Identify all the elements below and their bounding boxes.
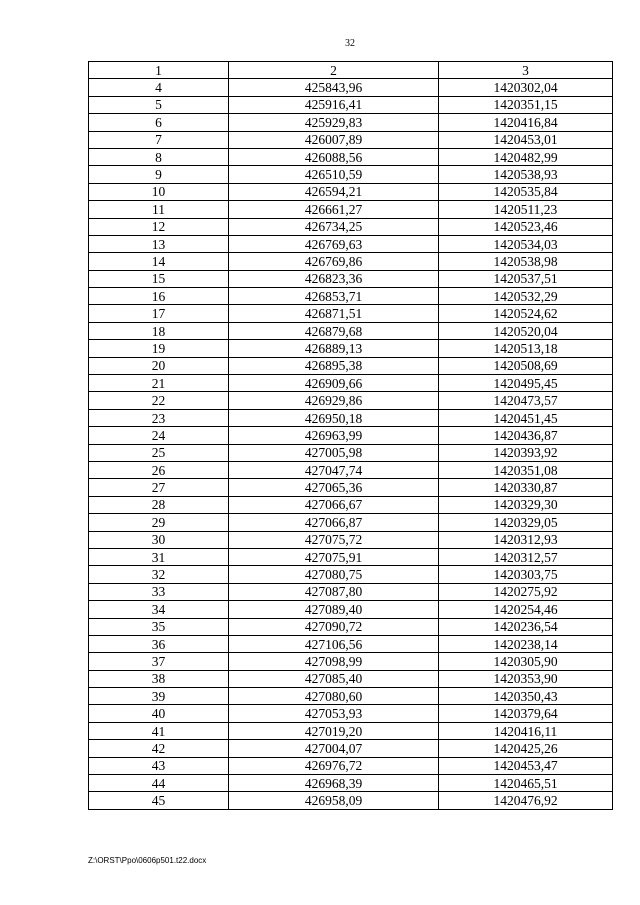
point-number-cell: 21: [89, 375, 229, 392]
x-coordinate-cell: 427080,60: [229, 688, 439, 705]
table-row: [89, 548, 613, 565]
y-coordinate-cell: 1420453,47: [439, 757, 613, 774]
table-row: [89, 705, 613, 722]
point-number-cell: 9: [89, 166, 229, 183]
point-number-cell: 17: [89, 305, 229, 322]
y-coordinate-cell: 1420393,92: [439, 444, 613, 461]
y-coordinate-cell: 1420524,62: [439, 305, 613, 322]
x-coordinate-cell: 425843,96: [229, 79, 439, 96]
point-number-cell: 42: [89, 740, 229, 757]
y-coordinate-cell: 1420312,57: [439, 548, 613, 565]
y-coordinate-cell: 1420495,45: [439, 375, 613, 392]
x-coordinate-cell: 425929,83: [229, 114, 439, 131]
point-number-cell: 30: [89, 531, 229, 548]
point-number-cell: 16: [89, 288, 229, 305]
x-coordinate-cell: 427075,72: [229, 531, 439, 548]
y-coordinate-cell: 1420453,01: [439, 131, 613, 148]
table-row: [89, 531, 613, 548]
point-number-cell: 34: [89, 601, 229, 618]
table-row: [89, 427, 613, 444]
point-number-cell: 24: [89, 427, 229, 444]
y-coordinate-cell: 1420523,46: [439, 218, 613, 235]
x-coordinate-cell: 426661,27: [229, 201, 439, 218]
y-coordinate-cell: 1420465,51: [439, 775, 613, 792]
x-coordinate-cell: 427098,99: [229, 653, 439, 670]
table-row: [89, 757, 613, 774]
x-coordinate-cell: 426594,21: [229, 183, 439, 200]
x-coordinate-cell: 426889,13: [229, 340, 439, 357]
point-number-cell: 39: [89, 688, 229, 705]
y-coordinate-cell: 1420254,46: [439, 601, 613, 618]
point-number-cell: 29: [89, 514, 229, 531]
x-coordinate-cell: 427005,98: [229, 444, 439, 461]
point-number-cell: 10: [89, 183, 229, 200]
table-row: [89, 601, 613, 618]
table-body: [89, 62, 613, 810]
point-number-cell: 45: [89, 792, 229, 809]
table-row: [89, 375, 613, 392]
point-number-cell: 26: [89, 461, 229, 478]
table-row: [89, 322, 613, 339]
table-row: [89, 688, 613, 705]
column-header-1: 1: [89, 62, 229, 79]
y-coordinate-cell: 1420312,93: [439, 531, 613, 548]
table-row: [89, 409, 613, 426]
x-coordinate-cell: 426823,36: [229, 270, 439, 287]
point-number-cell: 33: [89, 583, 229, 600]
x-coordinate-cell: 426963,99: [229, 427, 439, 444]
point-number-cell: 25: [89, 444, 229, 461]
point-number-cell: 41: [89, 722, 229, 739]
y-coordinate-cell: 1420482,99: [439, 148, 613, 165]
table-row: [89, 166, 613, 183]
table-row: [89, 288, 613, 305]
y-coordinate-cell: 1420236,54: [439, 618, 613, 635]
y-coordinate-cell: 1420535,84: [439, 183, 613, 200]
x-coordinate-cell: 426769,63: [229, 235, 439, 252]
x-coordinate-cell: 427080,75: [229, 566, 439, 583]
table-row: [89, 201, 613, 218]
point-number-cell: 35: [89, 618, 229, 635]
x-coordinate-cell: 427053,93: [229, 705, 439, 722]
point-number-cell: 36: [89, 635, 229, 652]
x-coordinate-cell: 426968,39: [229, 775, 439, 792]
table-row: [89, 670, 613, 687]
y-coordinate-cell: 1420305,90: [439, 653, 613, 670]
y-coordinate-cell: 1420436,87: [439, 427, 613, 444]
point-number-cell: 8: [89, 148, 229, 165]
table-row: [89, 183, 613, 200]
y-coordinate-cell: 1420513,18: [439, 340, 613, 357]
table-row: [89, 461, 613, 478]
y-coordinate-cell: 1420520,04: [439, 322, 613, 339]
x-coordinate-cell: 427065,36: [229, 479, 439, 496]
y-coordinate-cell: 1420473,57: [439, 392, 613, 409]
coordinates-table: [88, 61, 613, 810]
x-coordinate-cell: 427085,40: [229, 670, 439, 687]
table-row: [89, 618, 613, 635]
x-coordinate-cell: 426958,09: [229, 792, 439, 809]
page-number: 32: [345, 38, 355, 49]
x-coordinate-cell: 426007,89: [229, 131, 439, 148]
table-row: [89, 566, 613, 583]
point-number-cell: 5: [89, 96, 229, 113]
y-coordinate-cell: 1420351,08: [439, 461, 613, 478]
point-number-cell: 15: [89, 270, 229, 287]
x-coordinate-cell: 426976,72: [229, 757, 439, 774]
x-coordinate-cell: 426088,56: [229, 148, 439, 165]
y-coordinate-cell: 1420302,04: [439, 79, 613, 96]
y-coordinate-cell: 1420425,26: [439, 740, 613, 757]
y-coordinate-cell: 1420275,92: [439, 583, 613, 600]
table-row: [89, 444, 613, 461]
x-coordinate-cell: 427089,40: [229, 601, 439, 618]
point-number-cell: 31: [89, 548, 229, 565]
table-row: [89, 114, 613, 131]
x-coordinate-cell: 426871,51: [229, 305, 439, 322]
point-number-cell: 27: [89, 479, 229, 496]
table-header-row: [89, 62, 613, 79]
x-coordinate-cell: 426769,86: [229, 253, 439, 270]
table-row: [89, 96, 613, 113]
point-number-cell: 12: [89, 218, 229, 235]
x-coordinate-cell: 427019,20: [229, 722, 439, 739]
y-coordinate-cell: 1420353,90: [439, 670, 613, 687]
table-row: [89, 792, 613, 809]
table-row: [89, 583, 613, 600]
table-row: [89, 235, 613, 252]
point-number-cell: 43: [89, 757, 229, 774]
point-number-cell: 19: [89, 340, 229, 357]
table-row: [89, 357, 613, 374]
y-coordinate-cell: 1420330,87: [439, 479, 613, 496]
point-number-cell: 32: [89, 566, 229, 583]
x-coordinate-cell: 427047,74: [229, 461, 439, 478]
y-coordinate-cell: 1420532,29: [439, 288, 613, 305]
x-coordinate-cell: 427087,80: [229, 583, 439, 600]
x-coordinate-cell: 427090,72: [229, 618, 439, 635]
y-coordinate-cell: 1420238,14: [439, 635, 613, 652]
table-row: [89, 148, 613, 165]
point-number-cell: 13: [89, 235, 229, 252]
table-row: [89, 496, 613, 513]
x-coordinate-cell: 426853,71: [229, 288, 439, 305]
table-row: [89, 392, 613, 409]
x-coordinate-cell: 426510,59: [229, 166, 439, 183]
x-coordinate-cell: 425916,41: [229, 96, 439, 113]
y-coordinate-cell: 1420476,92: [439, 792, 613, 809]
y-coordinate-cell: 1420350,43: [439, 688, 613, 705]
table-row: [89, 340, 613, 357]
point-number-cell: 44: [89, 775, 229, 792]
y-coordinate-cell: 1420329,05: [439, 514, 613, 531]
point-number-cell: 20: [89, 357, 229, 374]
x-coordinate-cell: 426929,86: [229, 392, 439, 409]
y-coordinate-cell: 1420451,45: [439, 409, 613, 426]
x-coordinate-cell: 426909,66: [229, 375, 439, 392]
table-row: [89, 270, 613, 287]
y-coordinate-cell: 1420538,93: [439, 166, 613, 183]
table-row: [89, 79, 613, 96]
x-coordinate-cell: 426734,25: [229, 218, 439, 235]
y-coordinate-cell: 1420537,51: [439, 270, 613, 287]
x-coordinate-cell: 427066,67: [229, 496, 439, 513]
footer-file-path: Z:\ORST\Ppo\0606p501.t22.docx: [88, 856, 207, 865]
point-number-cell: 23: [89, 409, 229, 426]
table-row: [89, 722, 613, 739]
x-coordinate-cell: 426879,68: [229, 322, 439, 339]
table-row: [89, 305, 613, 322]
point-number-cell: 14: [89, 253, 229, 270]
y-coordinate-cell: 1420534,03: [439, 235, 613, 252]
y-coordinate-cell: 1420416,11: [439, 722, 613, 739]
x-coordinate-cell: 427075,91: [229, 548, 439, 565]
table-row: [89, 514, 613, 531]
x-coordinate-cell: 426895,38: [229, 357, 439, 374]
y-coordinate-cell: 1420508,69: [439, 357, 613, 374]
point-number-cell: 6: [89, 114, 229, 131]
table-row: [89, 253, 613, 270]
x-coordinate-cell: 427066,87: [229, 514, 439, 531]
table-row: [89, 775, 613, 792]
point-number-cell: 37: [89, 653, 229, 670]
y-coordinate-cell: 1420351,15: [439, 96, 613, 113]
point-number-cell: 11: [89, 201, 229, 218]
y-coordinate-cell: 1420416,84: [439, 114, 613, 131]
y-coordinate-cell: 1420303,75: [439, 566, 613, 583]
x-coordinate-cell: 427106,56: [229, 635, 439, 652]
column-header-3: 3: [439, 62, 613, 79]
table-row: [89, 653, 613, 670]
y-coordinate-cell: 1420329,30: [439, 496, 613, 513]
point-number-cell: 38: [89, 670, 229, 687]
y-coordinate-cell: 1420379,64: [439, 705, 613, 722]
point-number-cell: 40: [89, 705, 229, 722]
table-row: [89, 479, 613, 496]
point-number-cell: 28: [89, 496, 229, 513]
point-number-cell: 18: [89, 322, 229, 339]
y-coordinate-cell: 1420538,98: [439, 253, 613, 270]
column-header-2: 2: [229, 62, 439, 79]
table-row: [89, 740, 613, 757]
point-number-cell: 7: [89, 131, 229, 148]
point-number-cell: 22: [89, 392, 229, 409]
table-row: [89, 218, 613, 235]
y-coordinate-cell: 1420511,23: [439, 201, 613, 218]
table-row: [89, 131, 613, 148]
table-row: [89, 635, 613, 652]
x-coordinate-cell: 426950,18: [229, 409, 439, 426]
point-number-cell: 4: [89, 79, 229, 96]
x-coordinate-cell: 427004,07: [229, 740, 439, 757]
